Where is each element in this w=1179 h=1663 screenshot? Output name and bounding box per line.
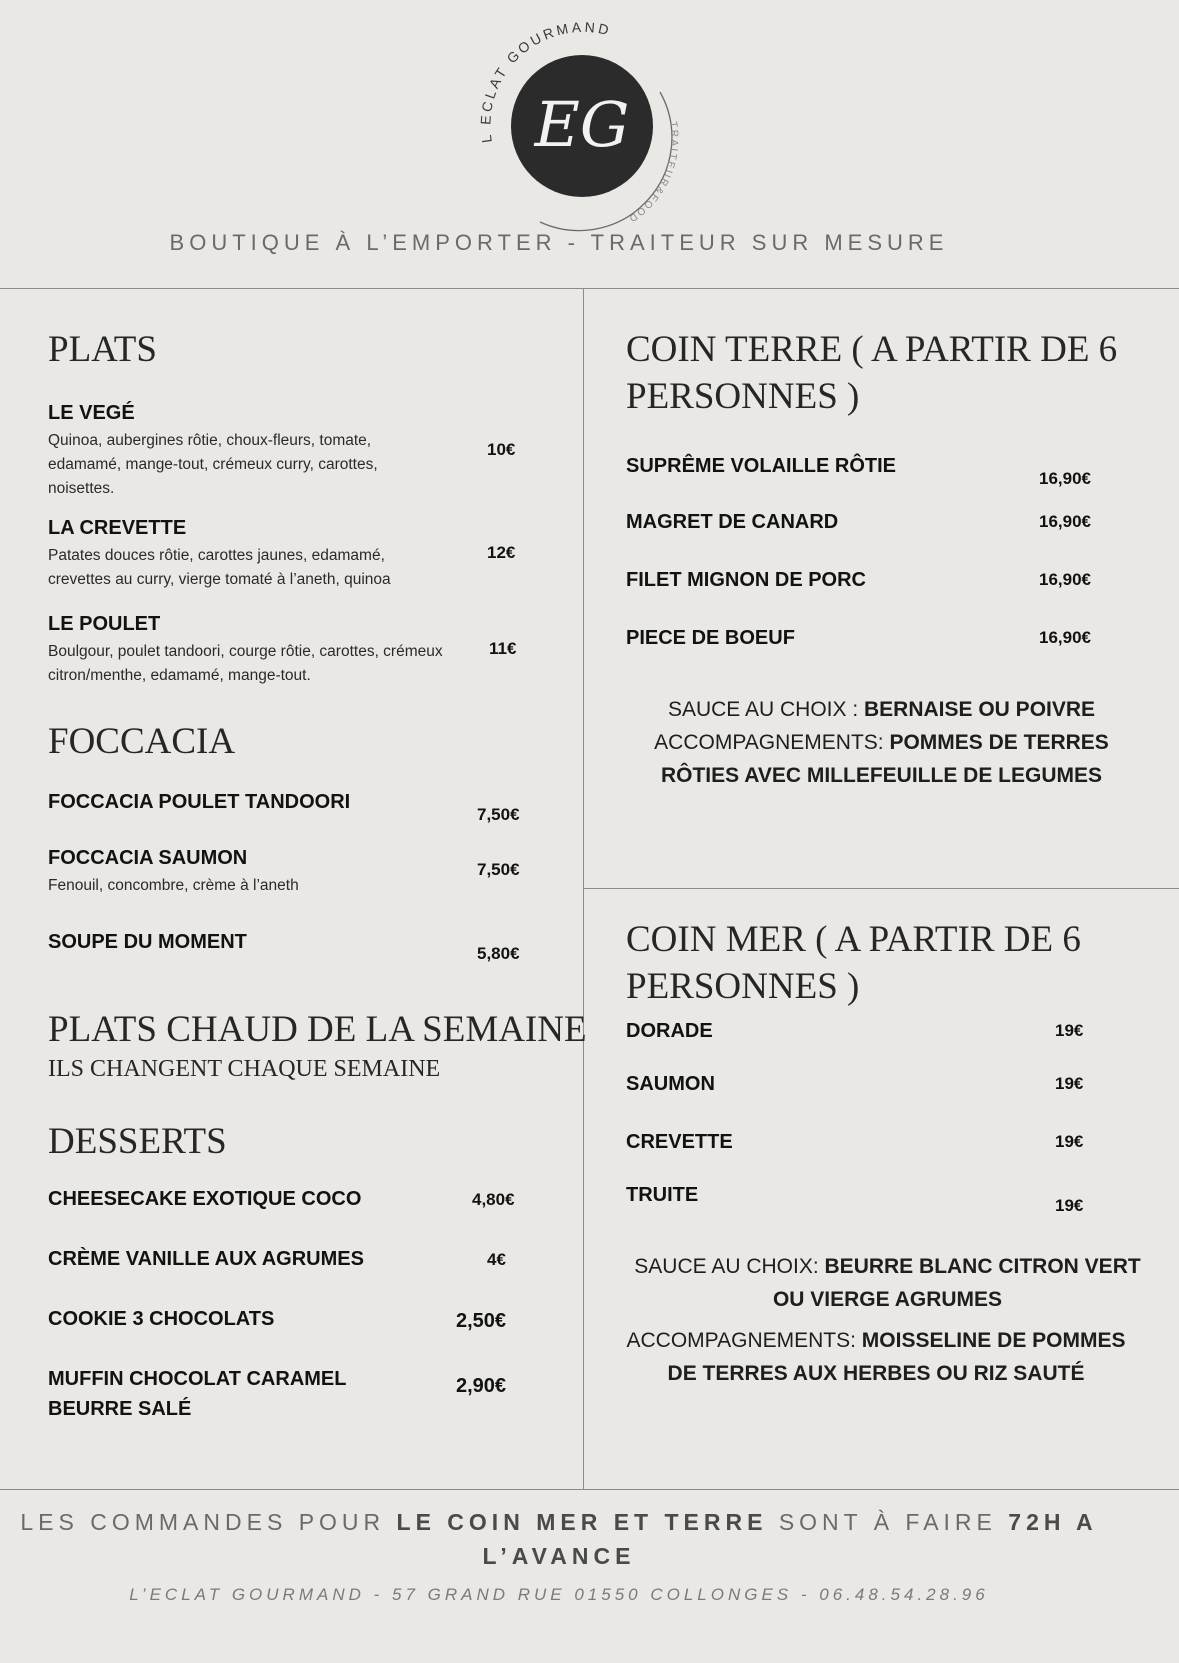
sauce-label: SAUCE AU CHOIX : — [667, 698, 864, 721]
item-price: 12€ — [487, 543, 516, 562]
item-desc: Patates douces rôtie, carottes jaunes, edamamé, crevettes au curry, vierge tomaté à l’aneth, quinoa — [48, 547, 391, 588]
item-price: 16,90€ — [1039, 512, 1091, 531]
accomp-label: ACCOMPAGNEMENTS: — [654, 731, 890, 754]
mer-sauce-note — [596, 1250, 1179, 1316]
top-divider — [0, 288, 1179, 289]
item-desc: Fenouil, concombre, crème à l’aneth — [48, 877, 299, 894]
sauce-value: BERNAISE OU POIVRE — [864, 698, 1096, 721]
item-name: SUPRÊME VOLAILLE RÔTIE — [626, 455, 897, 477]
item-name: CRÈME VANILLE AUX AGRUMES — [48, 1248, 364, 1270]
terre-sauce-note — [584, 693, 1179, 792]
item-price: 2,50€ — [456, 1310, 507, 1332]
accomp-value: DE TERRES AUX HERBES OU RIZ SAUTÉ — [667, 1362, 1085, 1385]
item-name: BEURRE SALÉ — [48, 1398, 192, 1420]
item-price: 7,50€ — [477, 805, 520, 824]
item-price: 5,80€ — [477, 944, 520, 963]
item-name: FOCCACIA SAUMON — [48, 847, 248, 869]
item-name: COOKIE 3 CHOCOLATS — [48, 1308, 275, 1330]
item-price: 2,90€ — [456, 1375, 507, 1397]
logo-ring-text: L ECLAT GOURMAND — [477, 22, 614, 144]
item-name: LA CREVETTE — [48, 517, 187, 539]
plats-chaud-title: PLATS CHAUD DE LA SEMAINE — [48, 1009, 587, 1050]
item-price: 16,90€ — [1039, 570, 1091, 589]
plats-title: PLATS — [48, 329, 157, 370]
order-notice-emphasis: 72H A — [1008, 1509, 1098, 1535]
item-desc: Quinoa, aubergines rôtie, choux-fleurs, tomate, edamamé, mange-tout, crémeux curry, carottes, noisettes. — [48, 432, 378, 497]
tagline: BOUTIQUE À L’EMPORTER - TRAITEUR SUR MESURE — [169, 230, 949, 255]
item-name: FILET MIGNON DE PORC — [626, 569, 866, 591]
order-notice-emphasis: L’AVANCE — [482, 1543, 636, 1569]
desserts-title: DESSERTS — [48, 1121, 227, 1162]
item-name: PIECE DE BOEUF — [626, 627, 795, 649]
brand-logo — [470, 22, 700, 232]
item-name: MAGRET DE CANARD — [626, 511, 839, 533]
item-price: 19€ — [1055, 1196, 1084, 1215]
item-price: 19€ — [1055, 1132, 1084, 1151]
mer-accomp-note — [596, 1324, 1156, 1390]
sauce-value: OU VIERGE AGRUMES — [772, 1288, 1003, 1311]
item-name: DORADE — [626, 1020, 713, 1042]
item-price: 16,90€ — [1039, 628, 1091, 647]
accomp-label: ACCOMPAGNEMENTS: — [626, 1329, 862, 1352]
item-name: CREVETTE — [626, 1131, 733, 1153]
accomp-value: MOISSELINE DE POMMES — [861, 1329, 1126, 1352]
item-name: CHEESECAKE EXOTIQUE COCO — [48, 1188, 362, 1210]
order-notice-text: SONT À FAIRE — [767, 1509, 1009, 1535]
logo-monogram: EG — [534, 88, 630, 161]
item-name: LE POULET — [48, 613, 161, 635]
item-price: 16,90€ — [1039, 469, 1091, 488]
accomp-value: POMMES DE TERRES — [889, 731, 1109, 754]
item-name: MUFFIN CHOCOLAT CARAMEL — [48, 1368, 347, 1390]
order-notice — [0, 1505, 1118, 1573]
sauce-value: BEURRE BLANC CITRON VERT — [824, 1255, 1141, 1278]
item-price: 4€ — [487, 1250, 506, 1269]
item-price: 19€ — [1055, 1021, 1084, 1040]
item-price: 4,80€ — [472, 1190, 515, 1209]
item-name: FOCCACIA POULET TANDOORI — [48, 791, 351, 813]
coin-terre-title-line1: COIN TERRE ( A PARTIR DE 6 — [626, 329, 1118, 370]
item-name: SOUPE DU MOMENT — [48, 931, 247, 953]
accomp-value: RÔTIES AVEC MILLEFEUILLE DE LEGUMES — [660, 764, 1103, 787]
item-desc: Boulgour, poulet tandoori, courge rôtie, carottes, crémeux citron/menthe, edamamé, mange-tout. — [48, 643, 443, 684]
foccacia-title: FOCCACIA — [48, 721, 236, 762]
item-price: 7,50€ — [477, 860, 520, 879]
coin-mer-title-line1: COIN MER ( A PARTIR DE 6 — [626, 919, 1081, 960]
item-name: LE VEGÉ — [48, 402, 135, 424]
logo-sub-text: TRAITEUR&FOOD — [625, 120, 680, 225]
sauce-label: SAUCE AU CHOIX: — [634, 1255, 825, 1278]
order-notice-text: LES COMMANDES POUR — [20, 1509, 397, 1535]
item-price: 19€ — [1055, 1074, 1084, 1093]
plats-chaud-subtitle: ILS CHANGENT CHAQUE SEMAINE — [48, 1056, 441, 1082]
coin-terre-title-line2: PERSONNES ) — [626, 376, 860, 417]
coin-mer-title-line2: PERSONNES ) — [626, 966, 860, 1007]
item-price: 11€ — [489, 639, 517, 658]
bottom-divider — [0, 1489, 1179, 1490]
right-column-divider — [583, 888, 1179, 889]
item-name: SAUMON — [626, 1073, 715, 1095]
address-line: L’ECLAT GOURMAND - 57 GRAND RUE 01550 COLLONGES - 06.48.54.28.96 — [129, 1585, 989, 1604]
order-notice-emphasis: LE COIN MER ET TERRE — [396, 1509, 768, 1535]
item-price: 10€ — [487, 440, 516, 459]
item-name: TRUITE — [626, 1184, 699, 1206]
